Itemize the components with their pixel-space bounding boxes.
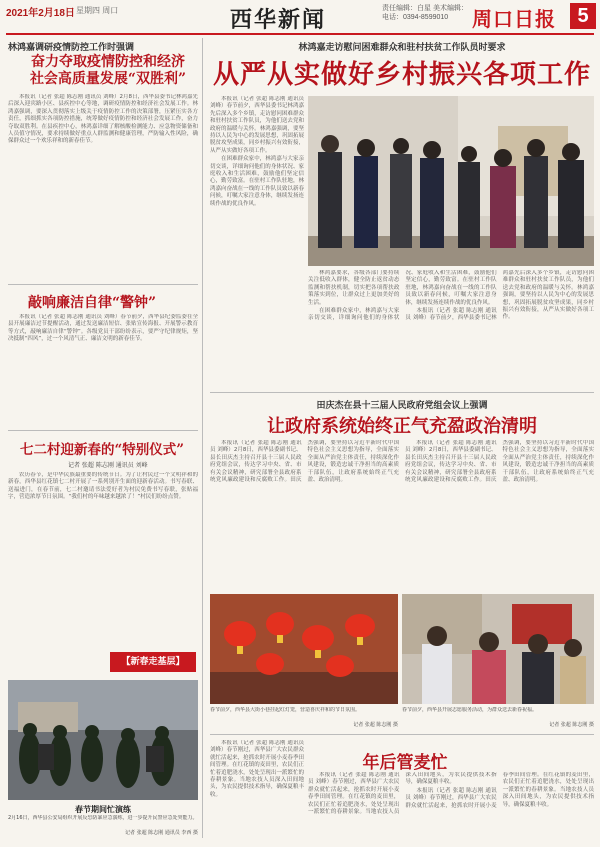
right-top-article-col2	[308, 270, 594, 388]
left-bottom-byline: 记者 张超 陈志刚 通讯员 刘峰	[68, 462, 148, 469]
left-bottom-article	[8, 472, 198, 642]
right-top-article-col1	[210, 96, 304, 386]
left-bottom-article-text: 农历春节，是中华民族最重要的传统节日。为了让村民过一个文明祥和的新春，西华县红花镇七二村开展了一系列别开生面的迎新春活动。书写春联、送福进门，在春节前，七二村邀请书法爱好者为村民免费书写春联，张贴福字，营造浓厚节日氛围。“我们村的年味越来越浓了！”村民们纷纷点赞。	[8, 472, 198, 501]
series-tag: 【新春走基层】	[110, 652, 196, 672]
left-mid-headline: 敲响廉洁自律“警钟”	[28, 295, 157, 311]
right-top-article-text-b-cont: 在困难群众家中，林鸿嘉与大家亲切交谈，详细询问他们的身体状况、家庭收入和生活困难，鼓励他们坚定信心，勤劳致富。在驻村工作队驻地，林鸿嘉向奋战在一线的工作队员致以新春问候，叮嘱大家注意身体，继续发扬连续作战的优良作风。	[308, 270, 497, 322]
right-top-article-text-b: 在困难群众家中，林鸿嘉与大家亲切交谈，详细询问他们的身体状况、家庭收入和生活困难，鼓励他们坚定信心，勤劳致富。在驻村工作队驻地，林鸿嘉向奋战在一线的工作队员致以新春问候，叮嘱大家注意身体，继续发扬连续作战的优良作风。	[210, 156, 304, 207]
issue-weekday: 星期四 周口	[76, 6, 119, 15]
right-bottom-article-col1	[210, 740, 304, 838]
left-mid-article	[8, 314, 198, 426]
right-bottom-article-text-b: 本报讯（记者 张超 陈志刚 通讯员 刘峰）春节刚过，西华县广大农民群众就忙活起来，抢抓农时开展小麦春季田间管理。在红花镇的麦田里，农民们正忙着追肥浇水，处处呈现出一派繁忙的春耕景象。当地农技人员深入田间地头，为农民提供技术指导，确保夏粮丰收。	[308, 772, 497, 816]
right-mid-kicker: 田庆杰在县十三届人民政府党组会议上强调	[316, 401, 488, 411]
left-top-article-text: 本报讯（记者 张超 陈志刚 通讯员 刘峰）2月8日，西华县委书记林鸿嘉先后深入迎宾路小区、县疾控中心等地，调研疫情防控和经济社会发展工作。林鸿嘉强调，要深入贯彻落实上级关于疫情防控工作的决策部署，压紧压实各方责任，抓细抓实各项防控措施，统筹做好疫情防控和经济社会发展工作，奋力夺取双胜利。在县疾控中心，林鸿嘉详细了解核酸检测能力、应急物资储备和人员值守情况，要求持续做好重点人群监测和健康管理，严防输入性风险，确保群众过一个欢乐祥和的新春佳节。	[8, 94, 198, 145]
page-number: 5	[570, 3, 596, 29]
paper-logo: 周口日报	[472, 7, 556, 31]
visit-illustration	[308, 96, 594, 266]
left-top-headline-line2: 社会高质量发展“双胜利”	[29, 71, 187, 87]
issue-date: 2021年2月18日	[6, 8, 75, 19]
right-top-headline: 从严从实做好乡村振兴各项工作	[212, 60, 591, 90]
editor-line: 责任编辑：白星 美术编辑：	[382, 5, 468, 12]
right-top-kicker: 林鸿嘉走访慰问困难群众和驻村扶贫工作队员时要求	[298, 43, 506, 53]
editor-info	[382, 4, 468, 22]
divider	[8, 430, 198, 431]
right-mid-article-text-repeat: 本报讯（记者 张超 陈志刚 通讯员 刘峰）2月8日，西华县委副书记、县长田庆杰主持召开县十三届人民政府党组会议，传达学习中央、省、市有关会议精神，研究部署全县政府系统党风廉政建设和反腐败工作。田庆杰强调，要坚持以习近平新时代中国特色社会主义思想为指导，全面落实全面从严治党主体责任，持续深化作风建设，锻造忠诚干净担当的高素质干部队伍，让政府系统始终正气充盈、政治清明。	[405, 440, 594, 484]
lantern-photo	[210, 594, 398, 704]
header-rule	[6, 33, 594, 35]
left-mid-article-text: 本报讯（记者 张超 陈志刚 通讯员 刘峰）春节前夕，西华县纪委监委在全县开展廉洁过节提醒活动，通过发送廉洁短信、张贴宣传海报、开展警示教育等方式，敲响廉洁自律“警钟”。各级党员干部纷纷表示，要严守纪律规矩，坚决抵制“四风”，过一个风清气正、廉洁文明的新春佳节。	[8, 314, 198, 343]
right-mid-article	[210, 440, 594, 588]
right-mid-headline: 让政府系统始终正气充盈政治清明	[267, 416, 537, 437]
drill-illustration	[8, 680, 198, 800]
divider	[210, 392, 594, 393]
drill-photo	[8, 680, 198, 800]
divider	[210, 734, 594, 735]
left-top-kicker: 林鸿嘉调研疫情防控工作时强调	[8, 43, 135, 53]
right-top-article-text-c: 林鸿嘉要求，各级各部门要持续关注低收入群体，健全防止返贫动态监测和帮扶机制，切实把各项帮扶政策落实到位，让群众过上更加美好的生活。	[308, 270, 400, 306]
volunteer-illustration	[402, 594, 594, 704]
drill-photo-credit: 记者 张超 陈志刚 通讯员 李西 摄	[125, 830, 198, 836]
lantern-photo-caption: 春节前夕，西华县大街小巷挂起红灯笼，营造喜庆祥和的节日氛围。	[210, 707, 361, 713]
left-top-headline	[16, 54, 200, 88]
right-bottom-headline: 年后管麦忙	[362, 753, 448, 773]
volunteer-photo	[402, 594, 594, 704]
volunteer-photo-credit: 记者 张超 陈志刚 摄	[549, 722, 594, 728]
lantern-photo-credit: 记者 张超 陈志刚 摄	[353, 722, 398, 728]
section-title: 西华新闻	[230, 7, 327, 33]
right-top-article-text-a: 本报讯（记者 张超 陈志刚 通讯员 刘峰）春节前夕，西华县委书记林鸿嘉先后深入多个乡镇，走访慰问困难群众和驻村扶贫工作队员，为他们送去党和政府的温暖与关怀。林鸿嘉强调，要坚持以人民为中心的发展思想，巩固拓展脱贫攻坚成果，同乡村振兴有效衔接，从严从实做好各项工作。	[210, 96, 304, 154]
right-top-article-text-a-cont: 本报讯（记者 张超 陈志刚 通讯员 刘峰）春节前夕，西华县委书记林鸿嘉先后深入多个乡镇，走访慰问困难群众和驻村扶贫工作队员，为他们送去党和政府的温暖与关怀。林鸿嘉强调，要坚持以人民为中心的发展思想，巩固拓展脱贫攻坚成果，同乡村振兴有效衔接，从严从实做好各项工作。	[405, 270, 594, 322]
column-divider	[202, 38, 203, 838]
drill-photo-title: 春节期间忙演练	[75, 805, 131, 814]
right-mid-article-text: 本报讯（记者 张超 陈志刚 通讯员 刘峰）2月8日，西华县委副书记、县长田庆杰主持召开县十三届人民政府党组会议，传达学习中央、省、市有关会议精神，研究部署全县政府系统党风廉政建设和反腐败工作。田庆杰强调，要坚持以习近平新时代中国特色社会主义思想为指导，全面落实全面从严治党主体责任，持续深化作风建设，锻造忠诚干净担当的高素质干部队伍，让政府系统始终正气充盈、政治清明。	[210, 440, 399, 484]
volunteer-photo-caption: 春节前夕，西华县开展志愿服务活动，为群众送去新春祝福。	[402, 707, 538, 713]
divider	[8, 284, 198, 285]
right-bottom-article-col2	[308, 772, 594, 838]
left-top-headline-line1: 奋力夺取疫情防控和经济	[31, 54, 185, 70]
visit-photo	[308, 96, 594, 266]
phone-line: 电话：0394-8599010	[382, 14, 449, 21]
lantern-illustration	[210, 594, 398, 704]
page-header	[0, 0, 600, 34]
left-top-article	[8, 94, 198, 280]
left-bottom-headline: 七二村迎新春的“特别仪式”	[20, 442, 185, 458]
drill-photo-caption: 2月16日，西华县公安局组织开展反恐防暴应急演练，进一步提升民警应急处突能力。	[8, 815, 198, 821]
right-bottom-article-text-a: 本报讯（记者 张超 陈志刚 通讯员 刘峰）春节刚过，西华县广大农民群众就忙活起来，抢抓农时开展小麦春季田间管理。在红花镇的麦田里，农民们正忙着追肥浇水，处处呈现出一派繁忙的春耕景象。当地农技人员深入田间地头，为农民提供技术指导，确保夏粮丰收。	[210, 740, 304, 798]
right-bottom-article-text-c: 本报讯（记者 张超 陈志刚 通讯员 刘峰）春节刚过，西华县广大农民群众就忙活起来，抢抓农时开展小麦春季田间管理。在红花镇的麦田里，农民们正忙着追肥浇水，处处呈现出一派繁忙的春耕景象。当地农技人员深入田间地头，为农民提供技术指导，确保夏粮丰收。	[405, 772, 594, 809]
